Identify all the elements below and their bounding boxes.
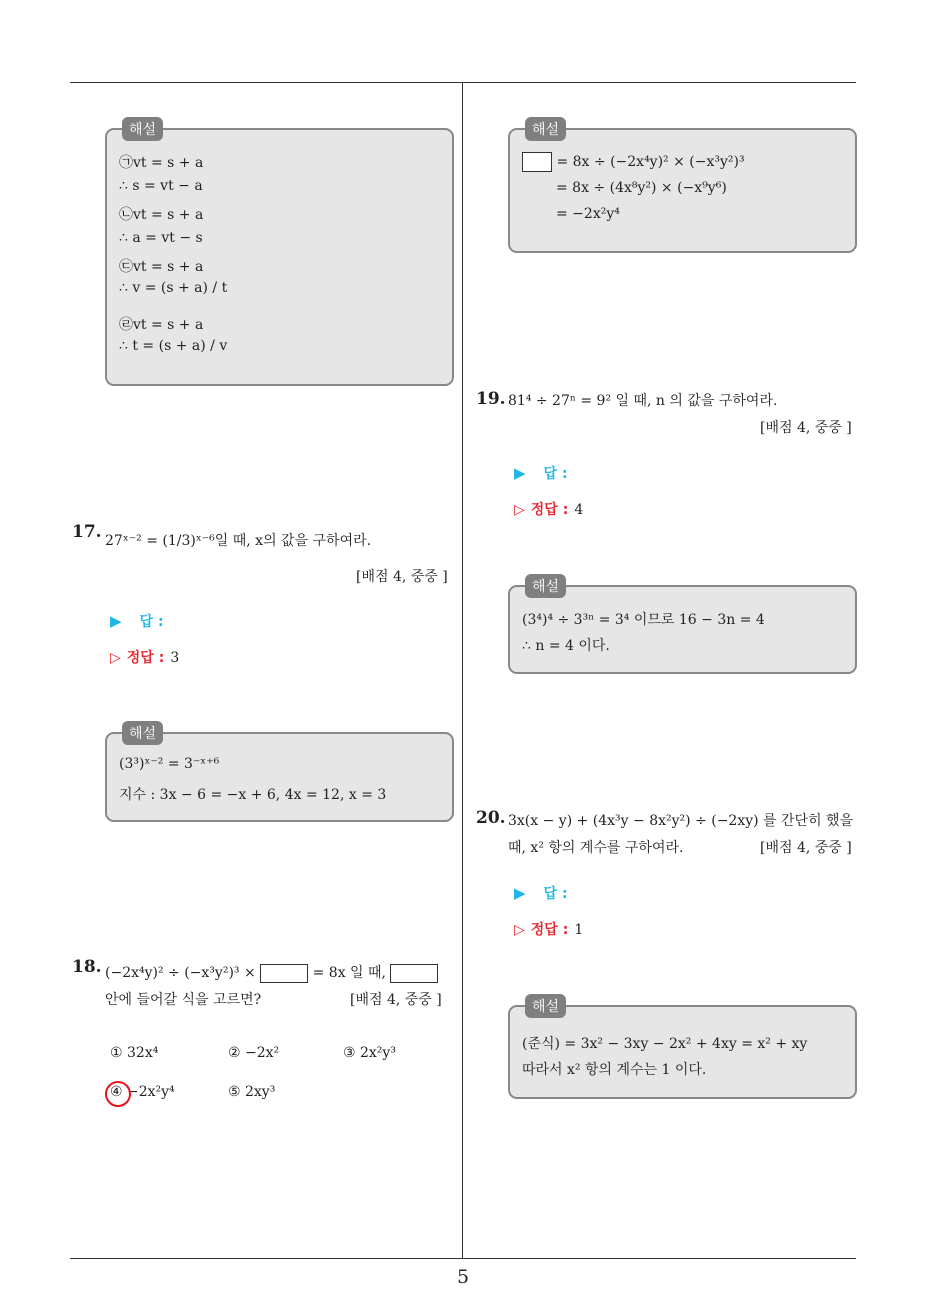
- solution-line: = −2x²y⁴: [556, 206, 620, 222]
- solution-tab: 해설: [122, 117, 163, 141]
- play-icon: ▶: [514, 464, 526, 482]
- question-number: 18.: [72, 957, 102, 977]
- question-number: 20.: [476, 808, 506, 828]
- question-text: 81⁴ ÷ 27ⁿ = 9² 일 때, n 의 값을 구하여라.: [508, 393, 778, 409]
- question-text: 27ˣ⁻² = (1/3)ˣ⁻⁶일 때, x의 값을 구하여라.: [105, 533, 372, 549]
- play-icon: ▶: [110, 612, 122, 630]
- correct-answer-row: [514, 499, 583, 519]
- solution-box-20: [508, 999, 857, 1099]
- solution-line: ㉡vt = s + a: [119, 207, 204, 223]
- question-text: 안에 들어갈 식을 고르면?: [105, 992, 262, 1008]
- outline-triangle-icon: ▷: [514, 502, 525, 518]
- answer-blank: [522, 152, 552, 172]
- solution-box-17: [105, 726, 454, 822]
- correct-answer-row: [110, 647, 179, 667]
- solution-line: (3³)ˣ⁻² = 3⁻ˣ⁺⁶: [119, 756, 220, 772]
- answer-row: [514, 463, 568, 483]
- solution-line: ∴ a = vt − s: [119, 230, 203, 246]
- solution-box-18: [508, 122, 857, 253]
- solution-tab: 해설: [525, 574, 566, 598]
- choice-4[interactable]: [110, 1084, 175, 1100]
- choice-5[interactable]: ⑤ 2xy³: [228, 1084, 276, 1100]
- column-divider: [462, 83, 463, 1258]
- answer-blank: [260, 964, 308, 983]
- solution-line: 지수 : 3x − 6 = −x + 6, 4x = 12, x = 3: [119, 787, 387, 803]
- solution-line: ㉠vt = s + a: [119, 155, 204, 171]
- choice-3[interactable]: ③ 2x²y³: [343, 1045, 396, 1061]
- correct-value: 3: [170, 650, 180, 666]
- solution-line: [522, 152, 745, 172]
- solution-line: (준식) = 3x² − 3xy − 2x² + 4xy = x² + xy: [522, 1036, 808, 1052]
- correct-value: 1: [574, 922, 584, 938]
- correct-label: 정답 :: [126, 650, 165, 666]
- solution-line: ∴ s = vt − a: [119, 178, 203, 194]
- question-number: 19.: [476, 389, 506, 409]
- question-text-part: = 8x 일 때,: [312, 965, 386, 981]
- question-meta: [배점 4, 중중 ]: [350, 992, 442, 1008]
- answer-label: 답 :: [543, 886, 568, 902]
- choice-2[interactable]: ② −2x²: [228, 1045, 280, 1061]
- outline-triangle-icon: ▷: [514, 922, 525, 938]
- selected-circle-mark: [105, 1081, 131, 1107]
- solution-box-19: [508, 579, 857, 674]
- solution-line: ∴ t = (s + a) / v: [119, 338, 228, 354]
- footer-rule: [70, 1258, 856, 1259]
- choice-4-label: ④ −2x²y⁴: [110, 1084, 175, 1100]
- question-number: 17.: [72, 522, 102, 542]
- answer-label: 답 :: [139, 614, 164, 630]
- correct-answer-row: [514, 919, 583, 939]
- question-meta: [배점 4, 중중 ]: [760, 840, 852, 856]
- answer-blank: [390, 964, 438, 983]
- solution-line: = 8x ÷ (4x⁸y²) × (−x⁹y⁶): [556, 180, 727, 196]
- correct-value: 4: [574, 502, 584, 518]
- page-number: 5: [456, 1266, 470, 1288]
- correct-label: 정답 :: [530, 502, 569, 518]
- solution-box-16: [105, 122, 454, 386]
- solution-line: ㉣vt = s + a: [119, 317, 204, 333]
- solution-tab: 해설: [525, 994, 566, 1018]
- question-text-part: (−2x⁴y)² ÷ (−x³y²)³ ×: [105, 965, 256, 981]
- solution-tab: 해설: [525, 117, 566, 141]
- solution-line: ㉢vt = s + a: [119, 259, 204, 275]
- solution-line: ∴ n = 4 이다.: [522, 638, 610, 654]
- question-text: 때, x² 항의 계수를 구하여라.: [508, 840, 684, 856]
- correct-label: 정답 :: [530, 922, 569, 938]
- question-meta: [배점 4, 중중 ]: [356, 569, 448, 585]
- choice-1[interactable]: ① 32x⁴: [110, 1045, 159, 1061]
- answer-row: [110, 611, 164, 631]
- solution-tab: 해설: [122, 721, 163, 745]
- question-meta: [배점 4, 중중 ]: [760, 420, 852, 436]
- answer-row: [514, 883, 568, 903]
- solution-line: 따라서 x² 항의 계수는 1 이다.: [522, 1062, 707, 1078]
- outline-triangle-icon: ▷: [110, 650, 121, 666]
- solution-line-text: = 8x ÷ (−2x⁴y)² × (−x³y²)³: [556, 154, 745, 170]
- header-rule: [70, 82, 856, 83]
- question-text: [105, 962, 438, 983]
- question-text: 3x(x − y) + (4x³y − 8x²y²) ÷ (−2xy) 를 간단히 했을: [508, 813, 854, 829]
- solution-line: ∴ v = (s + a) / t: [119, 280, 228, 296]
- play-icon: ▶: [514, 884, 526, 902]
- answer-label: 답 :: [543, 466, 568, 482]
- solution-line: (3⁴)⁴ ÷ 3³ⁿ = 3⁴ 이므로 16 − 3n = 4: [522, 612, 765, 628]
